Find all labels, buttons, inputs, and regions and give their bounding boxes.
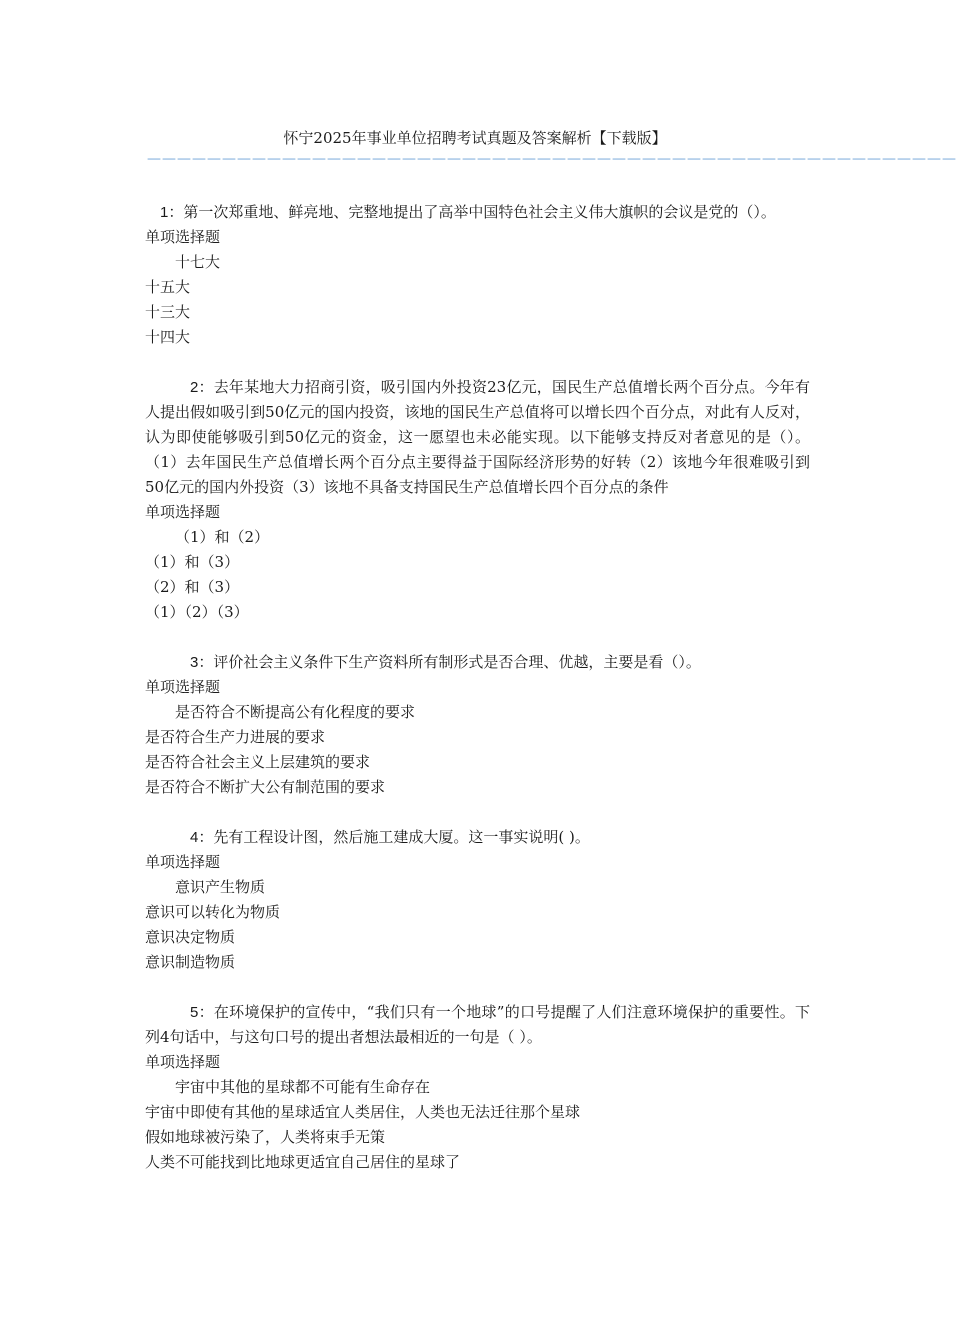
question-2 bbox=[145, 375, 810, 625]
title-separator: —————————————————————————————————————————————————————— bbox=[147, 151, 957, 167]
option-d[interactable]: 十四大 bbox=[145, 328, 191, 346]
question-list bbox=[145, 200, 810, 1200]
option-c[interactable]: 意识决定物质 bbox=[145, 928, 236, 946]
question-text: ：先有工程设计图，然后施工建成大厦。这一事实说明( )。 bbox=[198, 828, 590, 846]
question-stem bbox=[145, 650, 810, 675]
option-b[interactable]: 宇宙中即使有其他的星球适宜人类居住，人类也无法迁往那个星球 bbox=[145, 1103, 581, 1121]
question-text: ：评价社会主义条件下生产资料所有制形式是否合理、优越，主要是看（）。 bbox=[198, 653, 701, 671]
question-type: 单项选择题 bbox=[145, 678, 221, 696]
option-c[interactable]: （2）和（3） bbox=[145, 578, 240, 596]
question-number: 1 bbox=[160, 204, 169, 221]
question-stem bbox=[145, 1000, 810, 1050]
question-number: 5 bbox=[190, 1004, 199, 1021]
question-type: 单项选择题 bbox=[145, 503, 221, 521]
question-text: ：第一次郑重地、鲜亮地、完整地提出了高举中国特色社会主义伟大旗帜的会议是党的（）。 bbox=[168, 203, 776, 221]
option-d[interactable]: （1）（2）（3） bbox=[145, 603, 249, 621]
question-5 bbox=[145, 1000, 810, 1175]
option-a[interactable]: 宇宙中其他的星球都不可能有生命存在 bbox=[175, 1078, 431, 1096]
question-3 bbox=[145, 650, 810, 800]
question-4 bbox=[145, 825, 810, 975]
option-a[interactable]: 是否符合不断提高公有化程度的要求 bbox=[175, 703, 416, 721]
question-1 bbox=[145, 200, 810, 350]
question-stem bbox=[145, 200, 810, 225]
question-type: 单项选择题 bbox=[145, 853, 221, 871]
question-type: 单项选择题 bbox=[145, 228, 221, 246]
question-number: 4 bbox=[190, 829, 199, 846]
option-d[interactable]: 意识制造物质 bbox=[145, 953, 236, 971]
option-a[interactable]: 十七大 bbox=[175, 253, 221, 271]
question-stem bbox=[145, 825, 810, 850]
question-type: 单项选择题 bbox=[145, 1053, 221, 1071]
option-d[interactable]: 是否符合不断扩大公有制范围的要求 bbox=[145, 778, 386, 796]
option-a[interactable]: 意识产生物质 bbox=[175, 878, 266, 896]
option-c[interactable]: 十三大 bbox=[145, 303, 191, 321]
question-text: ：在环境保护的宣传中，“我们只有一个地球”的口号提醒了人们注意环境保护的重要性。下列4句话中，与这句口号的提出者想法最相近的一句是（ ）。 bbox=[145, 1003, 810, 1046]
option-a[interactable]: （1）和（2） bbox=[175, 528, 270, 546]
option-c[interactable]: 假如地球被污染了，人类将束手无策 bbox=[145, 1128, 386, 1146]
option-b[interactable]: （1）和（3） bbox=[145, 553, 240, 571]
option-b[interactable]: 十五大 bbox=[145, 278, 191, 296]
question-number: 3 bbox=[190, 654, 199, 671]
question-text: ：去年某地大力招商引资，吸引国内外投资23亿元，国民生产总值增长两个百分点。今年有人提出假如吸引到50亿元的国内投资，该地的国民生产总值将可以增长四个百分点，对此有人反对，认为即使能够吸引到50亿元的资金，这一愿望也未必能实现。以下能够支持反对者意见的是（）。（1）去年国民生产总值增长两个百分点主要得益于国际经济形势的好转（2）该地今年很难吸引到50亿元的国内外投资（3）该地不具备支持国民生产总值增长四个百分点的条件 bbox=[145, 378, 810, 496]
question-number: 2 bbox=[190, 379, 199, 396]
option-d[interactable]: 人类不可能找到比地球更适宜自己居住的星球了 bbox=[145, 1153, 461, 1171]
option-b[interactable]: 意识可以转化为物质 bbox=[145, 903, 281, 921]
document-title: 怀宁2025年事业单位招聘考试真题及答案解析【下载版】 bbox=[283, 129, 667, 147]
question-stem bbox=[145, 375, 810, 500]
option-c[interactable]: 是否符合社会主义上层建筑的要求 bbox=[145, 753, 371, 771]
option-b[interactable]: 是否符合生产力进展的要求 bbox=[145, 728, 326, 746]
